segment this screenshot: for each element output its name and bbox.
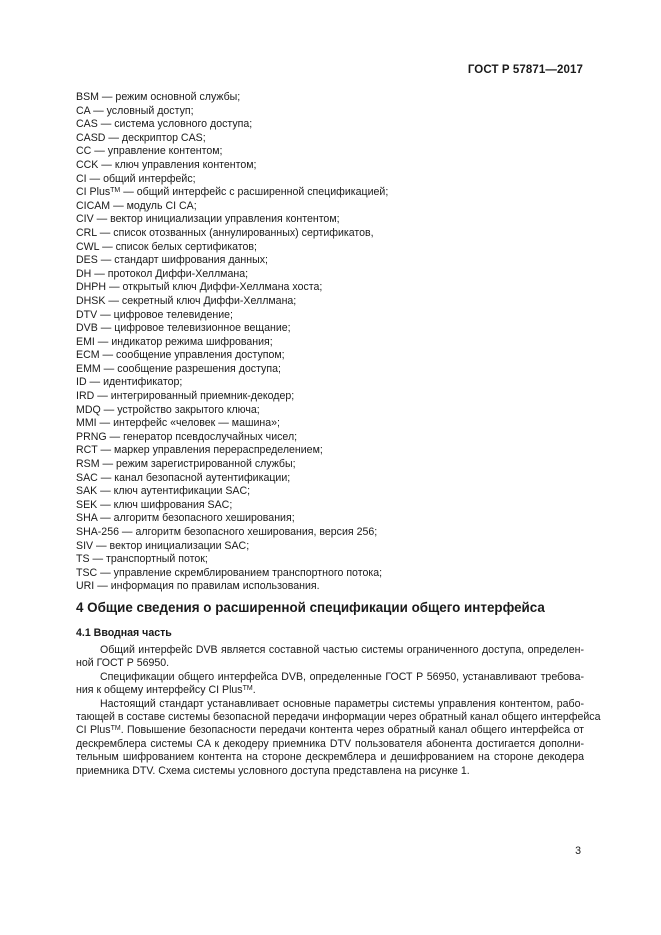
abbreviation-item: SHA — алгоритм безопасного хеширования; bbox=[76, 512, 295, 525]
text-fragment: . Повышение безопасности передачи контента через обратный канал общего интерфейса от bbox=[120, 724, 584, 737]
abbreviation-item: PRNG — генератор псевдослучайных чисел; bbox=[76, 430, 298, 443]
text-line: Общий интерфейс DVB является составной частью системы ограниченного доступа, определен- bbox=[100, 644, 584, 656]
text-line bbox=[76, 724, 584, 737]
abbreviation-item bbox=[76, 186, 596, 200]
abbreviation-item: DES — стандарт шифрования данных; bbox=[76, 254, 268, 267]
abbreviation-item: RCT — маркер управления перераспределением; bbox=[76, 444, 323, 457]
abbreviation-item: URI — информация по правилам использования. bbox=[76, 580, 320, 593]
abbreviation-item: SAC — канал безопасной аутентификации; bbox=[76, 471, 291, 484]
page-number: 3 bbox=[575, 845, 581, 857]
paragraph-specifications bbox=[76, 671, 584, 698]
abbreviation-item: SEK — ключ шифрования SAC; bbox=[76, 498, 233, 511]
abbreviation-item: CAS — система условного доступа; bbox=[76, 118, 253, 131]
section-heading: 4 Общие сведения о расширенной спецификации общего интерфейса bbox=[76, 600, 545, 615]
abbreviation-item: EMI — индикатор режима шифрования; bbox=[76, 335, 273, 348]
abbreviation-item: DHPH — открытый ключ Диффи-Хеллмана хоста; bbox=[76, 281, 323, 294]
text-line: Настоящий стандарт устанавливает основные параметры системы управления контентом, рабо- bbox=[100, 697, 584, 710]
trademark-mark: TM bbox=[110, 725, 121, 733]
text-line: дескремблера системы CA к декодеру приемника DTV пользователя абонента достигается дополни- bbox=[76, 737, 584, 750]
text-fragment: ния к общему интерфейсу CI Plus bbox=[76, 684, 243, 697]
abbreviation-item: ID — идентификатор; bbox=[76, 376, 183, 389]
abbreviation-item: CI — общий интерфейс; bbox=[76, 172, 196, 185]
text-fragment: CI Plus bbox=[76, 724, 111, 737]
abbreviation-item: IRD — интегрированный приемник-декодер; bbox=[76, 390, 295, 403]
abbreviation-item: TSC — управление скремблированием транспортного потока; bbox=[76, 566, 383, 579]
abbreviation-item: DVB — цифровое телевизионное вещание; bbox=[76, 322, 291, 335]
abbreviation-definition: — общий интерфейс с расширенной спецификацией; bbox=[120, 186, 389, 199]
text-line: приемника DTV. Схема системы условного доступа представлена на рисунке 1. bbox=[76, 764, 470, 777]
paragraph-standard-scope bbox=[76, 697, 601, 778]
abbreviation-item: RSM — режим зарегистрированной службы; bbox=[76, 458, 296, 471]
text-line: ной ГОСТ Р 56950. bbox=[76, 657, 170, 670]
abbreviation-item: MDQ — устройство закрытого ключа; bbox=[76, 403, 260, 416]
abbreviation-item: DH — протокол Диффи-Хеллмана; bbox=[76, 267, 249, 280]
abbreviation-item: ECM — сообщение управления доступом; bbox=[76, 349, 285, 362]
abbreviation-item: DTV — цифровое телевидение; bbox=[76, 308, 233, 321]
trademark-mark: TM bbox=[242, 685, 253, 693]
abbreviation-item: SIV — вектор инициализации SAC; bbox=[76, 539, 250, 552]
abbreviation-item: SHA-256 — алгоритм безопасного хеширования, версия 256; bbox=[76, 526, 378, 538]
abbreviation-item: SAK — ключ аутентификации SAC; bbox=[76, 485, 251, 498]
abbreviation-item: MMI — интерфейс «человек — машина»; bbox=[76, 417, 280, 430]
text-line bbox=[76, 684, 584, 697]
abbreviation-item: CCK — ключ управления контентом; bbox=[76, 158, 257, 171]
subsection-heading: 4.1 Вводная часть bbox=[76, 627, 172, 639]
abbreviation-term: CI Plus bbox=[76, 186, 111, 199]
body-text bbox=[76, 644, 601, 778]
paragraph-intro bbox=[76, 644, 584, 671]
text-line: тельным шифрованием контента на стороне дескремблера и дешифрованием на стороне декодера bbox=[76, 751, 584, 764]
abbreviation-list bbox=[76, 91, 596, 594]
abbreviation-item: CRL — список отозванных (аннулированных) сертификатов, bbox=[76, 226, 374, 239]
trademark-mark: TM bbox=[110, 187, 121, 195]
abbreviation-item: TS — транспортный поток; bbox=[76, 553, 208, 566]
abbreviation-item: CC — управление контентом; bbox=[76, 145, 223, 158]
standard-header: ГОСТ Р 57871—2017 bbox=[467, 64, 583, 76]
abbreviation-item: CIV — вектор инициализации управления контентом; bbox=[76, 213, 340, 226]
abbreviation-item: DHSK — секретный ключ Диффи-Хеллмана; bbox=[76, 294, 297, 307]
abbreviation-item: CWL — список белых сертификатов; bbox=[76, 240, 257, 253]
abbreviation-item: CASD — дескриптор CAS; bbox=[76, 131, 206, 144]
abbreviation-item: CA — условный доступ; bbox=[76, 104, 194, 117]
text-fragment: . bbox=[252, 684, 256, 697]
abbreviation-item: CICAM — модуль CI CA; bbox=[76, 199, 197, 212]
abbreviation-item: EMM — сообщение разрешения доступа; bbox=[76, 362, 281, 375]
text-line: Спецификации общего интерфейса DVB, определенные ГОСТ Р 56950, устанавливают требова- bbox=[100, 670, 584, 683]
abbreviation-item: BSM — режим основной службы; bbox=[76, 91, 241, 103]
text-line: тающей в составе системы безопасной передачи информации через обратный канал общего интерфейса bbox=[76, 711, 601, 724]
